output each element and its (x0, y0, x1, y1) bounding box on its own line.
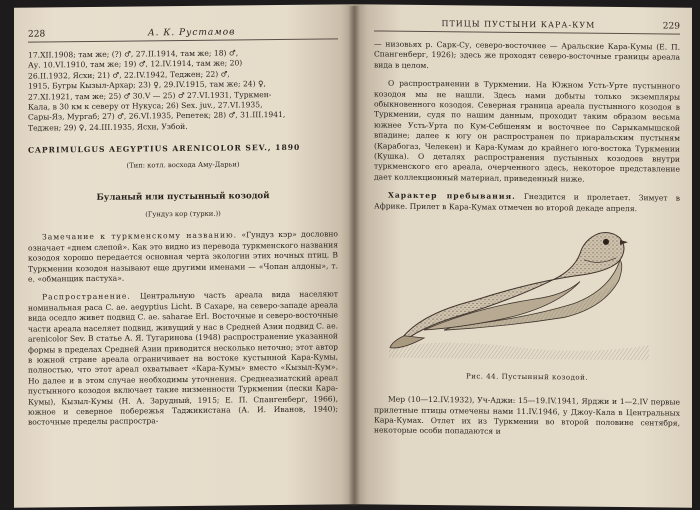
record-line: 27.XI.1921, там же; 25) ♂ 30.V — 25) ♂ 27.VI.1931, Туркмен- (28, 89, 272, 102)
right-running-title: ПТИЦЫ ПУСТЫНИ КАРА-КУМ (441, 19, 596, 30)
specimen-records (28, 47, 338, 133)
distribution-text: Центральную часть ареала вида населяют номинальная раса C. ae. aegyptius Licht. В Сахаре, на северо-западе ареала вида оседло живет подвид C. ae. saharae Erl. Восточные и северо-восточные части ареала населяет подвид, живущий у нас в Средней Азии подвид C. ae. arenicolor Sev. В статье А. Я. Тугаринова (1948) распространение указанной формы в пределах Средней Азии приводится несколько неточно; этот автор в южной стране ареала ограничивает на востоке кустынной Кара-Кумы, полностью, что этот ареал охватывает «Кара-Кумы» вместо «Кызыл-Кум». Но далее и в этом случае необходимы уточнения. Среднеазиатский ареал пустынного козодоя включает такие низменности Туркмении (пески Кара-Кумы), Кызыл-Кумы (Н. А. Зарудный, 1915; Е. П. Спангенберг, 1966), южное и северное побережья Таджикистана (А. И. Иванов, 1940); восточные пределы распростра- (28, 289, 338, 427)
record-line: Сары-Яз, Мургаб; 27) ♂, 26.VI.1935, Репетек; 28) ♂, 31.III.1941, (28, 110, 286, 123)
record-line: 17.XII.1908; там же; (?) ♂, 27.II.1914, там же; 18) ♂, (28, 48, 239, 60)
species-russian-name: Буланый или пустынный козодой (96, 190, 270, 203)
record-line: 26.II.1932, Ясхи; 21) ♂, 22.IV.1942, Теджен; 22) ♂, (28, 69, 230, 81)
right-distribution-paragraph: О распространении в Туркмении. На Южном Усть-Урте пустынного козодоя мы не нашли. Здесь нами добыты только экземпляры обыкновенного козодоя. Северная граница ареала пустынного козодоя в Туркмении, судя по нашим данным, проходит таким образом весьма южнее Усть-Урта по Кум-Себшеням и восточнее по Сарыкамышской впадине; далее к югу он распространен по приаральским пустыням (Карабогаз, Челекен) и Кара-Кумам до крайнего юго-востока Туркмении (Кушка). О деталях распространения пустынных козодоев внутри туркменского его ареала, очерченного здесь, некоторое представление дает коллекционный материал, приведенный ниже. (374, 78, 680, 184)
left-running-title: А. К. Рустамов (147, 27, 236, 39)
book-spine (348, 6, 360, 506)
species-turkmen-name: (Гундуз кор (турки.)) (145, 210, 221, 219)
remark-lead: Замечание к туркменскому названию. (42, 230, 238, 242)
record-line: Теджен; 29) ♀, 24.III.1935, Ясхи, Узбой. (28, 121, 188, 133)
species-latin-name: CAPRIMULGUS AEGYPTIUS ARENICOLOR SEV., 1890 (28, 143, 301, 155)
open-book (8, 6, 694, 506)
left-page-header (28, 26, 338, 42)
character-text: Гнездится и пролетает. Зимует в Африке. Прилет в Кара-Кумах отмечен во второй декаде апреля. (374, 192, 680, 213)
nightjar-illustration (384, 218, 654, 371)
left-page-number: 228 (28, 29, 46, 40)
left-page (14, 4, 354, 508)
right-page-header (374, 18, 680, 34)
right-bottom-paragraph: Мер (10—12.IV.1932), Уч-Аджи: 15—19.IV.1941, Ярджи и 1—2.IV первые прилетные птицы отмечены нами 11.IV.1946, у Джоу-Кала в Центральных Кара-Кумах. Отлет их из Туркмении во второй половине сентября, некоторые особи попадаются и (374, 394, 680, 437)
character-paragraph (374, 191, 680, 215)
record-line: Ау. 10.VI.1910, там же; 19) ♂, 12.IV.1914, там же; 20) (28, 58, 243, 71)
record-line: Кала, в 30 км к северу от Нукуса; 26) Sex. juv., 27.VI.1935, (28, 100, 263, 112)
figure-caption: Рис. 44. Пустынный козодой. (465, 372, 589, 382)
distribution-paragraph (28, 290, 338, 429)
remark-text: «Гундуз кэр» дословно означает «днем слепой». Как это видно из перевода туркменского названия козодоя хорошо передается основная черта экологии этих ночных птиц. В Туркмении козодоя называют еще другими именами — «Чопан алдоны», т. е. «обманщик пастуха». (28, 229, 338, 284)
record-line: 1915, Бугры Кызыл-Архар; 23) ♀, 29.IV.1915, там же; 24) ♀, (28, 79, 266, 91)
nightjar-drawing (384, 218, 654, 371)
right-page-number: 229 (662, 21, 680, 32)
right-top-paragraph: — низовьях р. Сарк-Су, северо-восточнее — Аральские Кара-Кумы (Е. П. Спангенберг, 1926); здесь же проходят северо-восточные границы ареала вида в целом. (374, 39, 680, 70)
species-type-note: (Тип: котл. восхода Аму-Дарьи) (126, 160, 240, 170)
right-page (354, 4, 692, 508)
character-lead: Характер пребывания. (388, 190, 516, 202)
remark-paragraph (28, 230, 338, 285)
distribution-lead: Распространение. (42, 292, 131, 302)
